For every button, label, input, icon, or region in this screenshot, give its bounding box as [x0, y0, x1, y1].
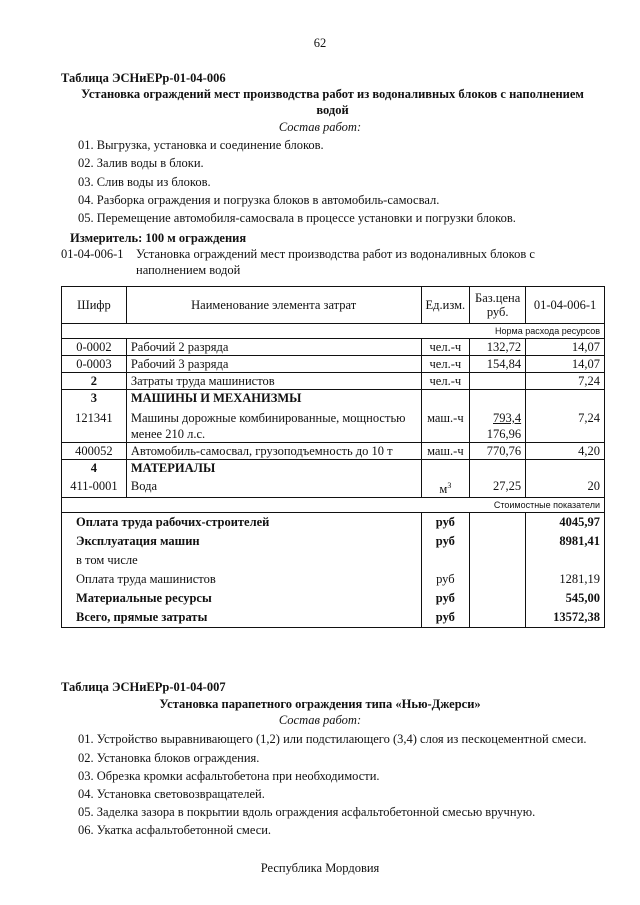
row-price-1: 793,4	[493, 411, 522, 425]
table-1-work-1: 01. Выгрузка, установка и соединение блоков.	[78, 138, 324, 152]
table-2-work-4: 04. Установка световозвращателей.	[78, 787, 265, 801]
row-price-2: 176,96	[486, 427, 522, 441]
row-shifr: 121341	[62, 406, 127, 443]
header-name: Наименование элемента затрат	[126, 287, 421, 324]
table-1-work-5: 05. Перемещение автомобиля-самосвала в процессе установки и погрузки блоков.	[78, 211, 516, 225]
table-2-work-1: 01. Устройство выравнивающего (1,2) или подстилающего (3,4) слоя из пескоцементной смеси.	[78, 732, 587, 746]
table-row	[62, 373, 605, 390]
cost-value: 4045,97	[526, 513, 605, 533]
footer-region: Республика Мордовия	[260, 861, 380, 875]
table-2-work-3: 03. Обрезка кромки асфальтобетона при необходимости.	[78, 769, 380, 783]
table-header-row	[62, 287, 605, 324]
cost-row	[62, 589, 605, 608]
row-shifr: 3	[62, 390, 127, 407]
cost-unit: руб	[421, 608, 470, 628]
cost-unit: руб	[421, 570, 470, 589]
row-unit-sup: 3	[447, 481, 452, 490]
cost-unit: руб	[421, 513, 470, 533]
row-shifr: 400052	[62, 443, 127, 460]
row-value: 20	[526, 476, 605, 498]
table-1-measure: Измеритель: 100 м ограждения	[70, 231, 247, 245]
table-1-work-4: 04. Разборка ограждения и погрузка блоков в автомобиль-самосвал.	[78, 193, 440, 207]
table-1-work-3: 03. Слив воды из блоков.	[78, 175, 211, 189]
cost-value: 1281,19	[526, 570, 605, 589]
table-row	[62, 443, 605, 460]
row-price	[470, 406, 526, 443]
cost-name: в том числе	[62, 551, 422, 570]
header-code: 01-04-006-1	[526, 287, 605, 324]
cost-note: Стоимостные показатели	[62, 498, 605, 513]
row-shifr: 4	[62, 460, 127, 477]
row-shifr: 411-0001	[62, 476, 127, 498]
section-title-materials: МАТЕРИАЛЫ	[126, 460, 421, 477]
row-price: 132,72	[470, 339, 526, 356]
header-unit: Ед.изм.	[421, 287, 470, 324]
table-1-sostav: Состав работ:	[278, 120, 362, 134]
row-shifr: 0-0002	[62, 339, 127, 356]
table-row	[62, 406, 605, 443]
table-2-name: Таблица ЭСНиЕРр-01-04-007	[61, 680, 226, 694]
table-row	[62, 339, 605, 356]
row-name: Вода	[126, 476, 421, 498]
resource-table	[61, 286, 605, 628]
header-shifr: Шифр	[62, 287, 127, 324]
cost-unit: руб	[421, 589, 470, 608]
cost-name: Оплата труда машинистов	[62, 570, 422, 589]
row-name: Рабочий 2 разряда	[126, 339, 421, 356]
row-price: 27,25	[470, 476, 526, 498]
row-price: 770,76	[470, 443, 526, 460]
row-name: Затраты труда машинистов	[126, 373, 421, 390]
page-number: 62	[313, 36, 327, 50]
row-value: 4,20	[526, 443, 605, 460]
row-shifr: 0-0003	[62, 356, 127, 373]
cost-value: 545,00	[526, 589, 605, 608]
header-price: Баз.цена руб.	[470, 287, 526, 324]
table-2-sostav: Состав работ:	[278, 713, 362, 727]
table-1-name: Таблица ЭСНиЕРр-01-04-006	[61, 71, 226, 85]
row-name: Рабочий 3 разряда	[126, 356, 421, 373]
row-unit: чел.-ч	[421, 373, 470, 390]
cost-value: 13572,38	[526, 608, 605, 628]
row-price: 154,84	[470, 356, 526, 373]
cost-unit: руб	[421, 532, 470, 551]
cost-row	[62, 551, 605, 570]
norm-note: Норма расхода ресурсов	[62, 324, 605, 339]
row-value: 7,24	[526, 373, 605, 390]
row-unit: чел.-ч	[421, 339, 470, 356]
cost-value: 8981,41	[526, 532, 605, 551]
row-unit: чел.-ч	[421, 356, 470, 373]
cost-note-row	[62, 498, 605, 513]
table-1-title: Установка ограждений мест производства работ из водоналивных блоков с наполнением водой	[81, 87, 584, 117]
row-unit	[421, 476, 470, 498]
row-unit-base: м	[439, 482, 448, 497]
row-name: Машины дорожные комбинированные, мощностью менее 210 л.с.	[126, 406, 421, 443]
cost-name: Эксплуатация машин	[62, 532, 422, 551]
cost-name: Оплата труда рабочих-строителей	[62, 513, 422, 533]
row-value: 14,07	[526, 339, 605, 356]
table-1-code-desc-2: наполнением водой	[136, 263, 241, 277]
cost-row	[62, 570, 605, 589]
section-title-machines: МАШИНЫ И МЕХАНИЗМЫ	[126, 390, 421, 407]
row-shifr: 2	[62, 373, 127, 390]
table-2-work-5: 05. Заделка зазора в покрытии вдоль ограждения асфальтобетонной смесью вручную.	[78, 805, 536, 819]
row-unit: маш.-ч	[421, 443, 470, 460]
cost-name: Всего, прямые затраты	[62, 608, 422, 628]
table-row	[62, 356, 605, 373]
cost-row	[62, 608, 605, 628]
row-name: Автомобиль-самосвал, грузоподъемность до 10 т	[126, 443, 421, 460]
cost-row	[62, 532, 605, 551]
cost-name: Материальные ресурсы	[62, 589, 422, 608]
row-unit: маш.-ч	[421, 406, 470, 443]
table-2-work-6: 06. Укатка асфальтобетонной смеси.	[78, 823, 272, 837]
table-1-code-desc-1: Установка ограждений мест производства работ из водоналивных блоков с	[136, 247, 535, 261]
section-row-materials	[62, 460, 605, 477]
row-price	[470, 373, 526, 390]
table-2-title: Установка парапетного ограждения типа «Нью-Джерси»	[159, 697, 481, 711]
table-1-work-2: 02. Залив воды в блоки.	[78, 156, 204, 170]
table-row	[62, 476, 605, 498]
section-row-machines	[62, 390, 605, 407]
row-value: 14,07	[526, 356, 605, 373]
row-value: 7,24	[526, 406, 605, 443]
table-2-work-2: 02. Установка блоков ограждения.	[78, 751, 260, 765]
norm-note-row	[62, 324, 605, 339]
cost-row	[62, 513, 605, 533]
table-1-code: 01-04-006-1	[61, 247, 124, 261]
